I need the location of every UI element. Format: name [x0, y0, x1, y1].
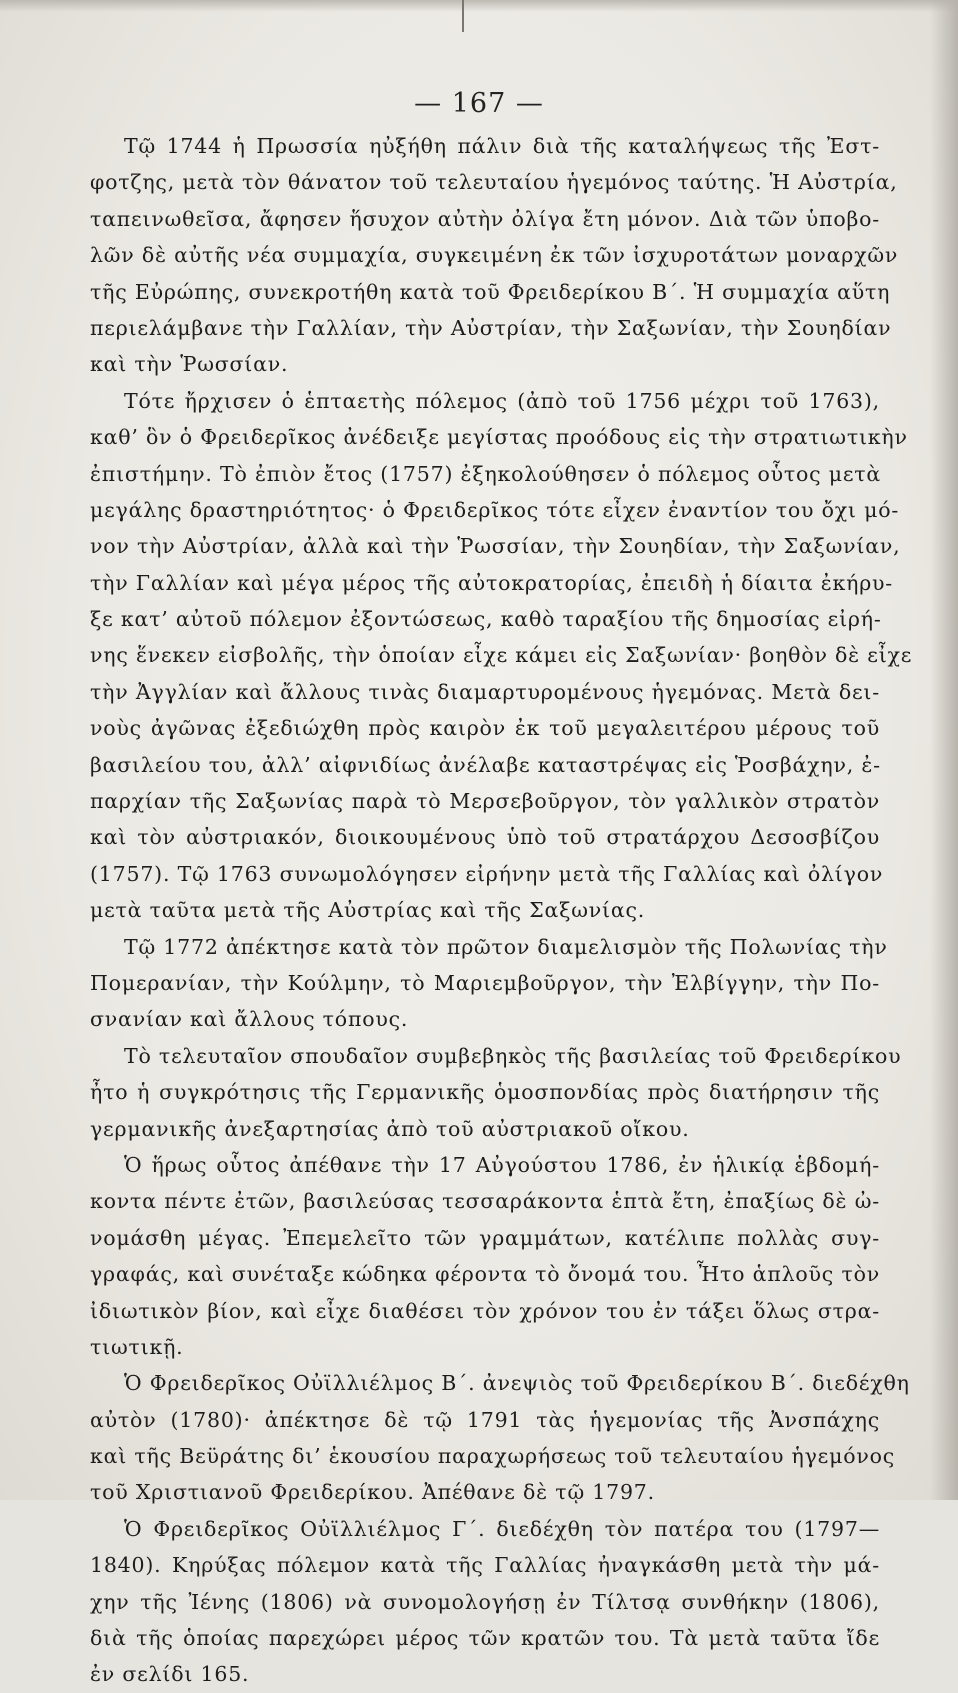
- text-line: διὰ τῆς ὁποίας παρεχώρει μέρος τῶν κρατῶν του. Τὰ μετὰ ταῦτα ἴδε: [90, 1626, 880, 1651]
- text-line: Τῷ 1744 ἡ Πρωσσία ηὐξήθη πάλιν διὰ τῆς καταλήψεως τῆς Ἐστ-: [124, 134, 880, 158]
- page-crease: [462, 0, 464, 32]
- text-line: ταπεινωθεῖσα, ἄφησεν ἥσυχον αὐτὴν ὀλίγα ἔτη μόνον. Διὰ τῶν ὑποβο-: [90, 206, 880, 231]
- text-line: αὐτὸν (1780)· ἀπέκτησε δὲ τῷ 1791 τὰς ἡγεμονίας τῆς Ἀνσπάχης: [90, 1407, 880, 1432]
- text-line: 1840). Κηρύξας πόλεμον κατὰ τῆς Γαλλίας ἠναγκάσθη μετὰ τὴν μά-: [90, 1553, 880, 1578]
- text-line: τὴν Γαλλίαν καὶ μέγα μέρος τῆς αὐτοκρατορίας, ἐπειδὴ ἡ δίαιτα ἐκήρυ-: [90, 570, 894, 595]
- text-line: ἐπιστήμην. Τὸ ἐπιὸν ἔτος (1757) ἐξηκολούθησεν ὁ πόλεμος οὗτος μετὰ: [90, 461, 882, 486]
- text-line: Τῷ 1772 ἀπέκτησε κατὰ τὸν πρῶτον διαμελισμὸν τῆς Πολωνίας τὴν: [124, 934, 888, 959]
- text-line: Ὁ Φρειδερῖκος Οὐϊλλιέλμος Β΄. ἀνεψιὸς τοῦ Φρειδερίκου Β΄. διεδέχθη: [124, 1371, 910, 1396]
- text-line: λῶν δὲ αὐτῆς νέα συμμαχία, συγκειμένη ἐκ τῶν ἰσχυροτάτων μοναρχῶν: [90, 243, 899, 268]
- text-line: ἰδιωτικὸν βίον, καὶ εἶχε διαθέσει τὸν χρόνον του ἐν τάξει ὅλως στρα-: [90, 1298, 880, 1323]
- text-line: σνανίαν καὶ ἄλλους τόπους.: [90, 1007, 409, 1032]
- text-line: ἦτο ἡ συγκρότησις τῆς Γερμανικῆς ὁμοσπονδίας πρὸς διατήρησιν τῆς: [90, 1080, 880, 1105]
- text-line: βασιλείου του, ἀλλ’ αἰφνιδίως ἀνέλαβε καταστρέψας εἰς Ῥοσβάχην, ἐ-: [90, 752, 881, 777]
- text-line: καὶ τὴν Ῥωσσίαν.: [90, 352, 289, 377]
- page-top-shadow: [0, 0, 958, 12]
- text-line: νοὺς ἀγῶνας ἐξεδιώχθη πρὸς καιρὸν ἐκ τοῦ μεγαλειτέρου μέρους τοῦ: [90, 716, 880, 741]
- text-line: νον τὴν Αὐστρίαν, ἀλλὰ καὶ τὴν Ῥωσσίαν, τὴν Σουηδίαν, τὴν Σαξωνίαν,: [90, 534, 901, 559]
- text-line: τιωτικῇ.: [90, 1334, 184, 1359]
- text-line: Τότε ἤρχισεν ὁ ἑπταετὴς πόλεμος (ἀπὸ τοῦ 1756 μέχρι τοῦ 1763),: [124, 388, 880, 413]
- text-line: τὴν Ἀγγλίαν καὶ ἄλλους τινὰς διαμαρτυρομένους ἡγεμόνας. Μετὰ δει-: [90, 679, 880, 704]
- page-right-shadow: [930, 0, 958, 1500]
- text-line: μεγάλης δραστηριότητος· ὁ Φρειδερῖκος τότε εἶχεν ἐναντίον του ὄχι μό-: [90, 497, 900, 522]
- text-line: φοτζης, μετὰ τὸν θάνατον τοῦ τελευταίου ἡγεμόνος ταύτης. Ἡ Αὐστρία,: [90, 170, 898, 195]
- text-line: Τὸ τελευταῖον σπουδαῖον συμβεβηκὸς τῆς βασιλείας τοῦ Φρειδερίκου: [124, 1043, 902, 1068]
- text-line: καὶ τὸν αὐστριακόν, διοικουμένους ὑπὸ τοῦ στρατάρχου Δεσοσβίζου: [90, 825, 880, 850]
- body-text: [90, 128, 913, 1693]
- text-line: Πομερανίαν, τὴν Κούλμην, τὸ Μαριεμβοῦργον, τὴν Ἐλβίγγην, τὴν Πο-: [90, 970, 880, 995]
- text-line: παρχίαν τῆς Σαξωνίας παρὰ τὸ Μερσεβοῦργον, τὸν γαλλικὸν στρατὸν: [90, 789, 880, 814]
- text-line: γραφάς, καὶ συνέταξε κώδηκα φέροντα τὸ ὄνομά του. Ἦτο ἁπλοῦς τὸν: [90, 1262, 880, 1287]
- text-line: μετὰ ταῦτα μετὰ τῆς Αὐστρίας καὶ τῆς Σαξωνίας.: [90, 898, 646, 923]
- text-line: (1757). Τῷ 1763 συνωμολόγησεν εἰρήνην μετὰ τῆς Γαλλίας καὶ ὀλίγον: [90, 861, 884, 886]
- text-line: καθ’ ὃν ὁ Φρειδερῖκος ἀνέδειξε μεγίστας προόδους εἰς τὴν στρατιωτικὴν: [90, 425, 908, 450]
- page-number: — 167 —: [414, 88, 544, 119]
- text-line: τῆς Εὐρώπης, συνεκροτήθη κατὰ τοῦ Φρειδερίκου Β΄. Ἡ συμμαχία αὕτη: [90, 279, 891, 304]
- text-line: χην τῆς Ἰένης (1806) νὰ συνομολογήσῃ ἐν Τίλτσᾳ συνθήκην (1806),: [90, 1589, 880, 1614]
- text-line: ἐν σελίδι 165.: [90, 1662, 250, 1687]
- text-line: Ὁ ἥρως οὗτος ἀπέθανε τὴν 17 Αὐγούστου 1786, ἐν ἡλικίᾳ ἑβδομή-: [124, 1152, 880, 1177]
- text-line: νης ἕνεκεν εἰσβολῆς, τὴν ὁποίαν εἶχε κάμει εἰς Σαξωνίαν· βοηθὸν δὲ εἶχε: [90, 643, 913, 668]
- text-line: Ὁ Φρειδερῖκος Οὐϊλλιέλμος Γ΄. διεδέχθη τὸν πατέρα του (1797—: [124, 1516, 880, 1541]
- text-line: περιελάμβανε τὴν Γαλλίαν, τὴν Αὐστρίαν, τὴν Σαξωνίαν, τὴν Σουηδίαν: [90, 315, 892, 340]
- text-line: νομάσθη μέγας. Ἐπεμελεῖτο τῶν γραμμάτων, κατέλιπε πολλὰς συγ-: [90, 1225, 880, 1250]
- text-line: κοντα πέντε ἐτῶν, βασιλεύσας τεσσαράκοντα ἑπτὰ ἔτη, ἐπαξίως δὲ ὠ-: [90, 1189, 880, 1214]
- text-line: καὶ τῆς Βεϋράτης δι’ ἑκουσίου παραχωρήσεως τοῦ τελευταίου ἡγεμόνος: [90, 1444, 896, 1469]
- text-line: τοῦ Χριστιανοῦ Φρειδερίκου. Ἀπέθανε δὲ τῷ 1797.: [90, 1480, 655, 1505]
- text-line: ξε κατ’ αὐτοῦ πόλεμον ἐξοντώσεως, καθὸ ταραξίου τῆς δημοσίας εἰρή-: [90, 607, 882, 632]
- text-line: γερμανικῆς ἀνεξαρτησίας ἀπὸ τοῦ αὐστριακοῦ οἴκου.: [90, 1116, 690, 1141]
